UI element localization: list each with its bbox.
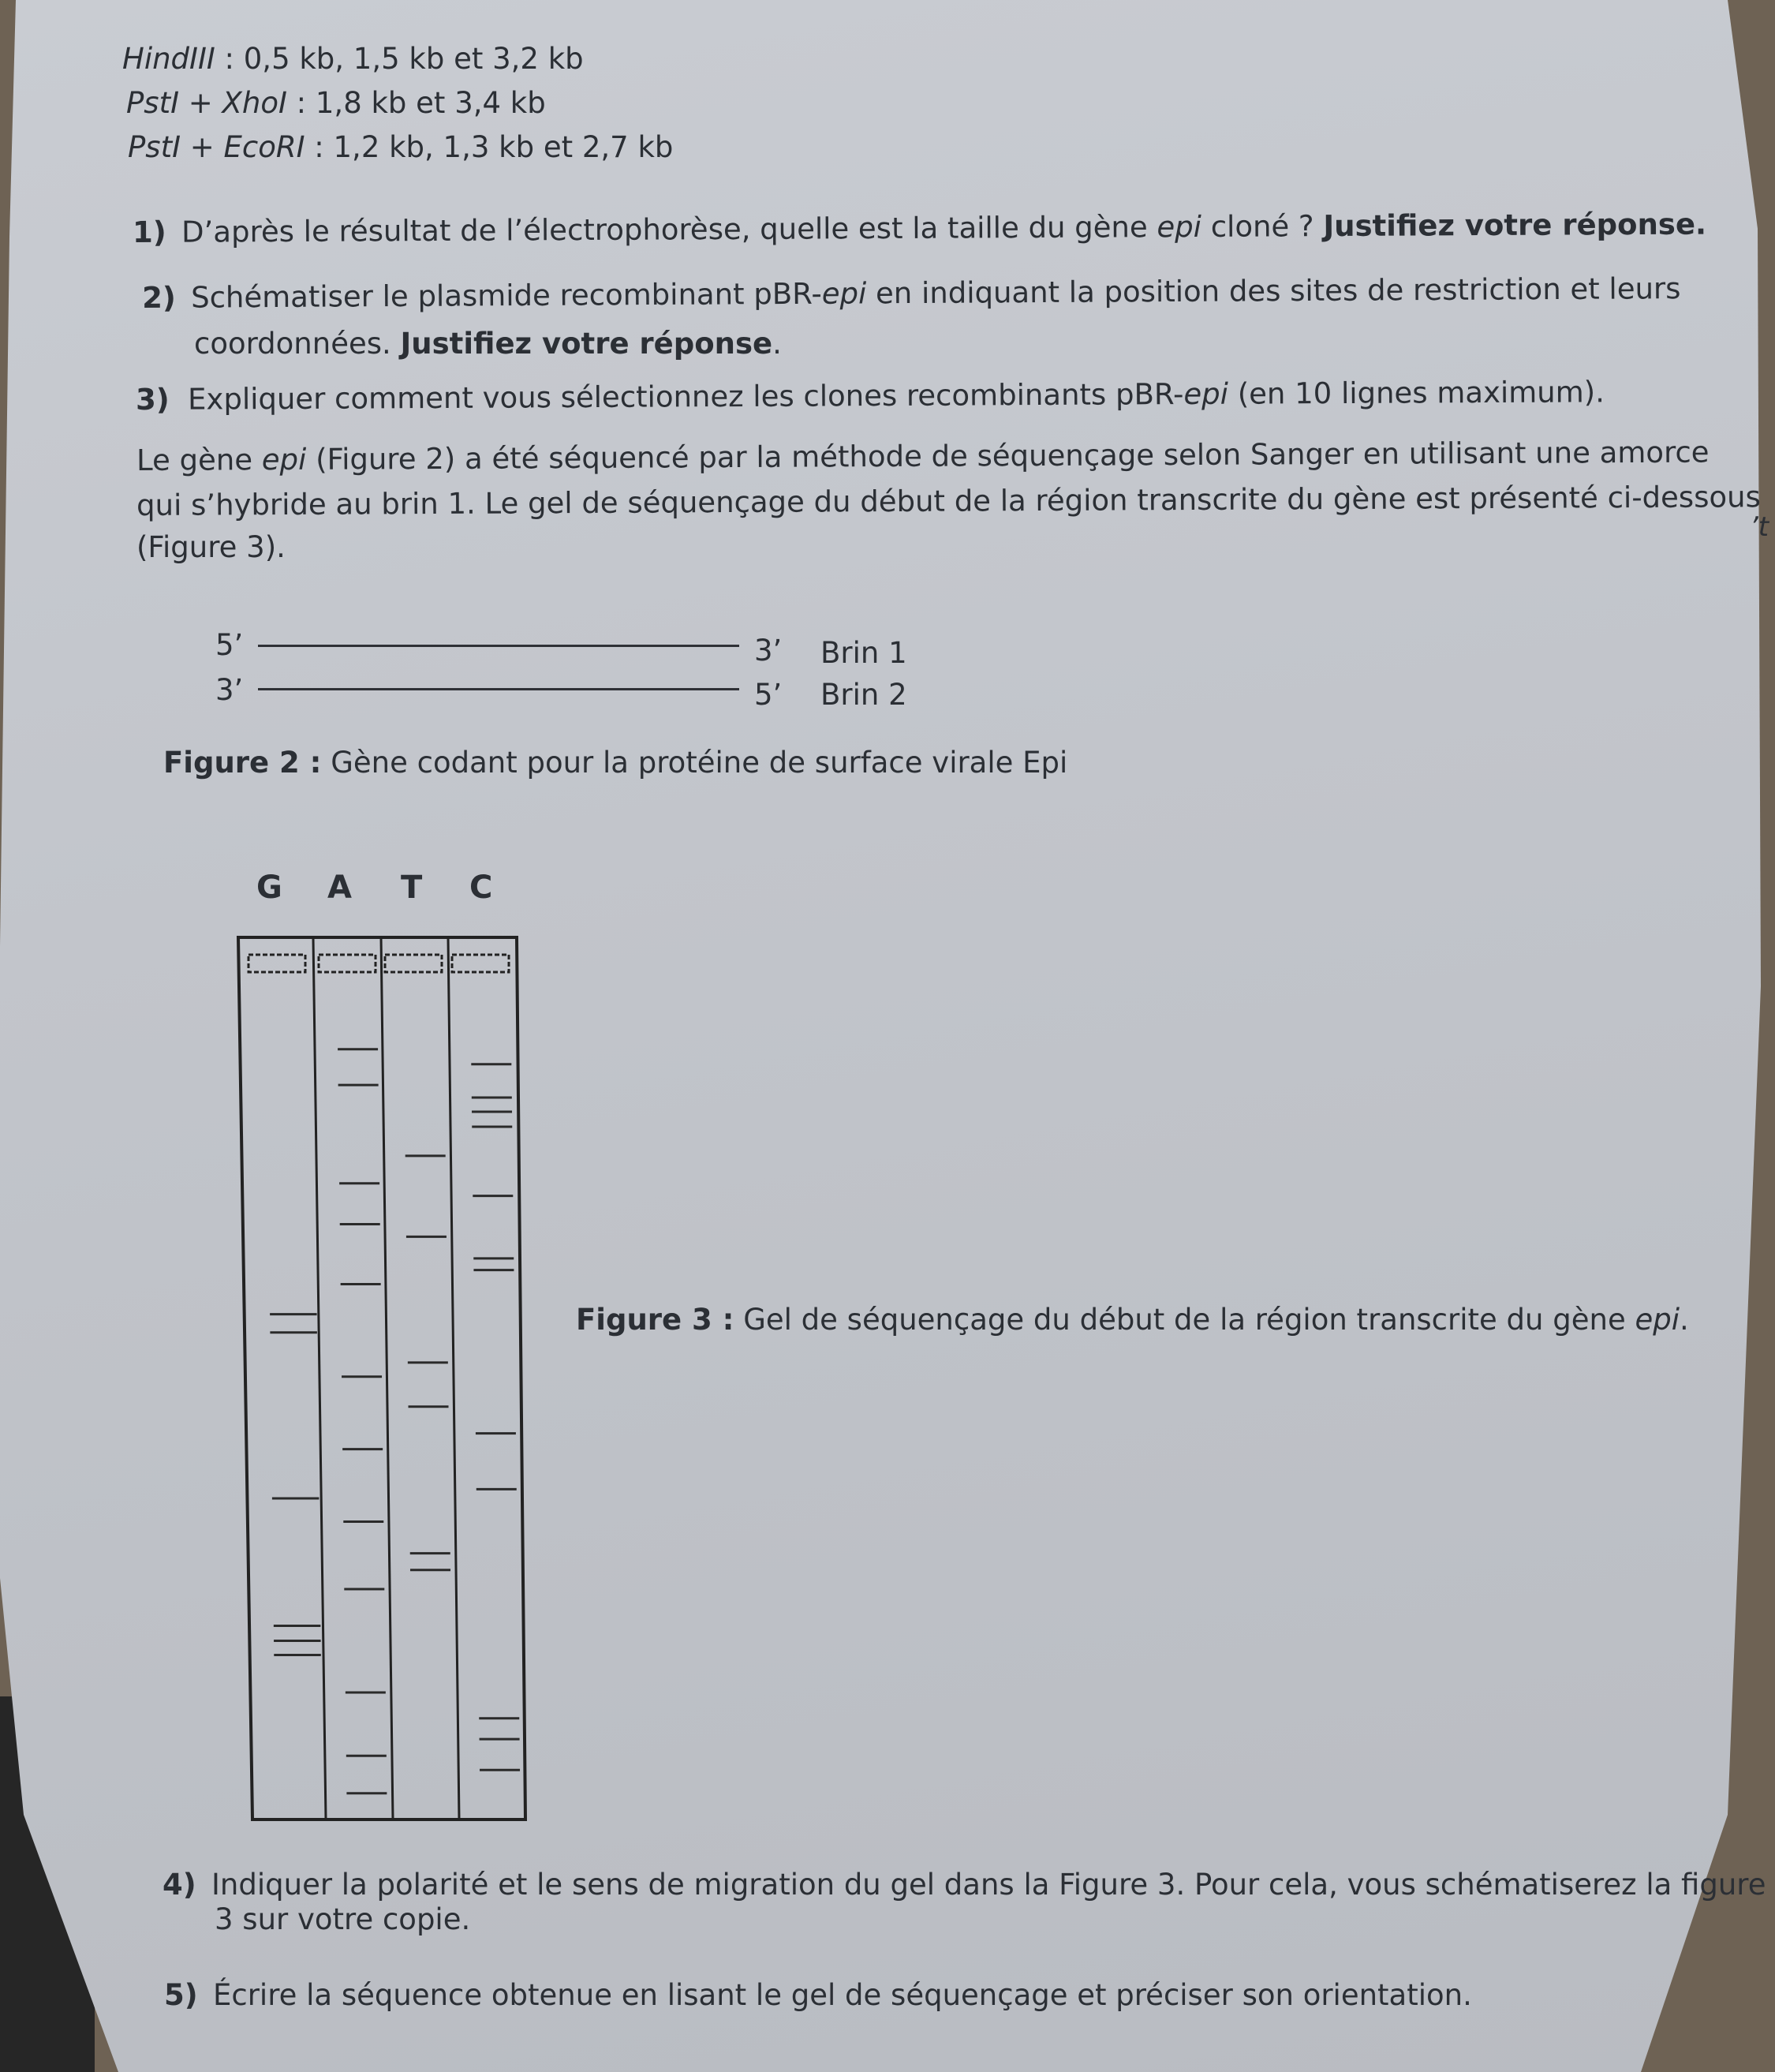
question-4-line2: 3 sur votre copie. xyxy=(215,1902,471,1936)
lane-divider xyxy=(313,937,326,1820)
question-1: 1) D’après le résultat de l’électrophorèse, quelle est la taille du gène epi cloné ? Justifiez votre réponse. xyxy=(133,207,1707,249)
lane-label-a: A xyxy=(327,870,352,906)
paragraph-line1: Le gène epi (Figure 2) a été séquencé par la méthode de séquençage selon Sanger en utilisant une amorce xyxy=(136,435,1710,477)
question-3: 3) Expliquer comment vous sélectionnez les clones recombinants pBR-epi (en 10 lignes maximum). xyxy=(136,375,1605,417)
digest-psti-xhoi: PstI + XhoI : 1,8 kb et 3,4 kb xyxy=(126,86,546,120)
strand1-label: Brin 1 xyxy=(820,636,907,670)
question-4: 4) Indiquer la polarité et le sens de migration du gel dans la Figure 3. Pour cela, vous schématiserez la figure xyxy=(163,1868,1766,1902)
question-5: 5) Écrire la séquence obtenue en lisant le gel de séquençage et préciser son orientation. xyxy=(164,1978,1472,2012)
strand1-right-end: 3’ xyxy=(754,634,783,668)
paragraph-line3: (Figure 3). xyxy=(136,530,286,564)
strand2-right-end: 5’ xyxy=(754,678,783,712)
strand2-left-end: 3’ xyxy=(215,673,244,707)
lane-divider xyxy=(448,937,459,1820)
strand1-left-end: 5’ xyxy=(215,628,244,662)
stray-mark: ’t xyxy=(1750,511,1769,543)
lane-divider xyxy=(381,937,393,1820)
figure3-caption: Figure 3 : Gel de séquençage du début de la région transcrite du gène epi. xyxy=(576,1303,1689,1337)
lane-label-t: T xyxy=(401,870,423,906)
well-t xyxy=(385,955,442,972)
question-2-line2: coordonnées. Justifiez votre réponse. xyxy=(194,327,782,361)
lane-label-c: C xyxy=(469,870,493,906)
figure2-caption: Figure 2 : Gène codant pour la protéine de surface virale Epi xyxy=(163,746,1068,780)
well-a xyxy=(319,955,376,972)
lane-label-g: G xyxy=(256,870,282,906)
strand2-label: Brin 2 xyxy=(820,678,907,712)
well-g xyxy=(248,955,305,972)
digest-psti-ecori: PstI + EcoRI : 1,2 kb, 1,3 kb et 2,7 kb xyxy=(128,130,674,164)
digest-hindiii: HindIII : 0,5 kb, 1,5 kb et 3,2 kb xyxy=(122,42,584,76)
question-2: 2) Schématiser le plasmide recombinant pBR-epi en indiquant la position des sites de restriction et leurs xyxy=(142,271,1681,315)
well-c xyxy=(452,955,509,972)
paragraph-line2: qui s’hybride au brin 1. Le gel de séquençage du début de la région transcrite du gène est présenté ci-dessous xyxy=(136,480,1761,522)
